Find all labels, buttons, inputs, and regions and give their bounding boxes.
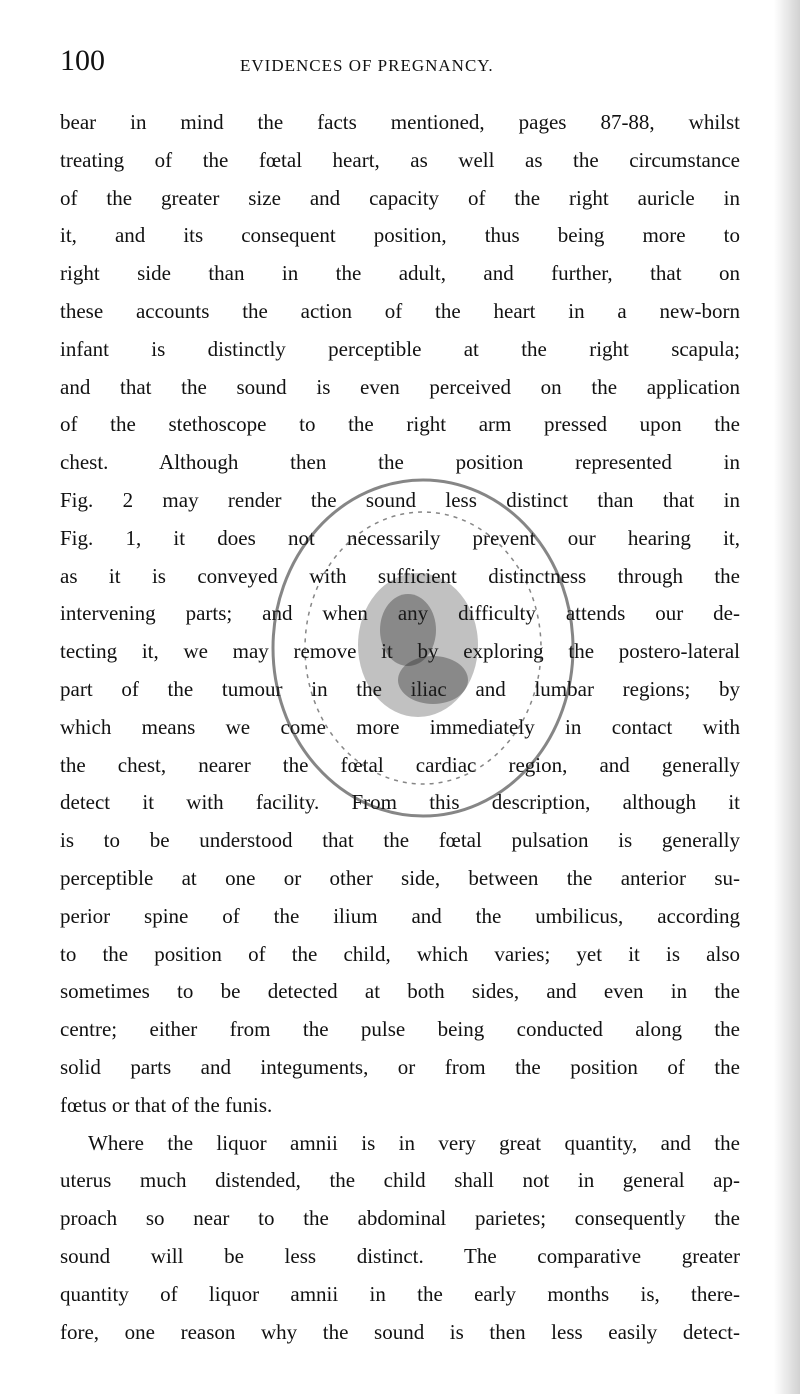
text-line: these accounts the action of the heart in a new-born	[60, 298, 740, 323]
text-line: part of the tumour in the iliac and lumbar regions; by	[60, 676, 740, 701]
text-line: fore, one reason why the sound is then less easily detect-	[60, 1319, 740, 1344]
page-number: 100	[60, 44, 105, 77]
text-line: chest. Although then the position represented in	[60, 450, 740, 475]
text-line: of the stethoscope to the right arm pressed upon the	[60, 412, 740, 437]
text-line: solid parts and integuments, or from the position of the	[60, 1054, 740, 1079]
text-line: centre; either from the pulse being conducted along the	[60, 1017, 740, 1042]
text-line: perceptible at one or other side, between the anterior su-	[60, 865, 740, 890]
text-line: quantity of liquor amnii in the early months is, there-	[60, 1281, 740, 1306]
page-header	[60, 44, 740, 84]
text-line: right side than in the adult, and further, that on	[60, 261, 740, 286]
text-line: which means we come more immediately in contact with	[60, 714, 740, 739]
text-line: detect it with facility. From this description, although it	[60, 790, 740, 815]
text-line: infant is distinctly perceptible at the right scapula;	[60, 336, 740, 361]
text-line: of the greater size and capacity of the right auricle in	[60, 185, 740, 210]
page-edge-shadow	[774, 0, 800, 1394]
text-line: uterus much distended, the child shall not in general ap-	[60, 1168, 740, 1193]
text-line: treating of the fœtal heart, as well as the circumstance	[60, 147, 740, 172]
text-line: the chest, nearer the fœtal cardiac region, and generally	[60, 752, 740, 777]
text-line: is to be understood that the fœtal pulsation is generally	[60, 828, 740, 853]
text-line: intervening parts; and when any difficulty attends our de-	[60, 601, 740, 626]
running-head: EVIDENCES OF PREGNANCY.	[240, 56, 494, 75]
text-line: it, and its consequent position, thus being more to	[60, 223, 740, 248]
text-line: and that the sound is even perceived on the application	[60, 374, 740, 399]
text-line: Where the liquor amnii is in very great quantity, and the	[88, 1130, 740, 1155]
text-line: as it is conveyed with sufficient distinctness through the	[60, 563, 740, 588]
text-line: fœtus or that of the funis.	[60, 1092, 273, 1117]
text-line: sometimes to be detected at both sides, and even in the	[60, 979, 740, 1004]
text-line: sound will be less distinct. The comparative greater	[60, 1243, 740, 1268]
text-line: bear in mind the facts mentioned, pages 87-88, whilst	[60, 110, 740, 134]
text-line: to the position of the child, which varies; yet it is also	[60, 941, 740, 966]
text-line: Fig. 1, it does not necessarily prevent our hearing it,	[60, 525, 740, 550]
body-text	[60, 104, 740, 1351]
text-line: proach so near to the abdominal parietes; consequently the	[60, 1206, 740, 1231]
text-line: tecting it, we may remove it by exploring the postero-lateral	[60, 639, 740, 664]
text-line: Fig. 2 may render the sound less distinct than that in	[60, 487, 740, 512]
text-line: perior spine of the ilium and the umbilicus, according	[60, 903, 740, 928]
